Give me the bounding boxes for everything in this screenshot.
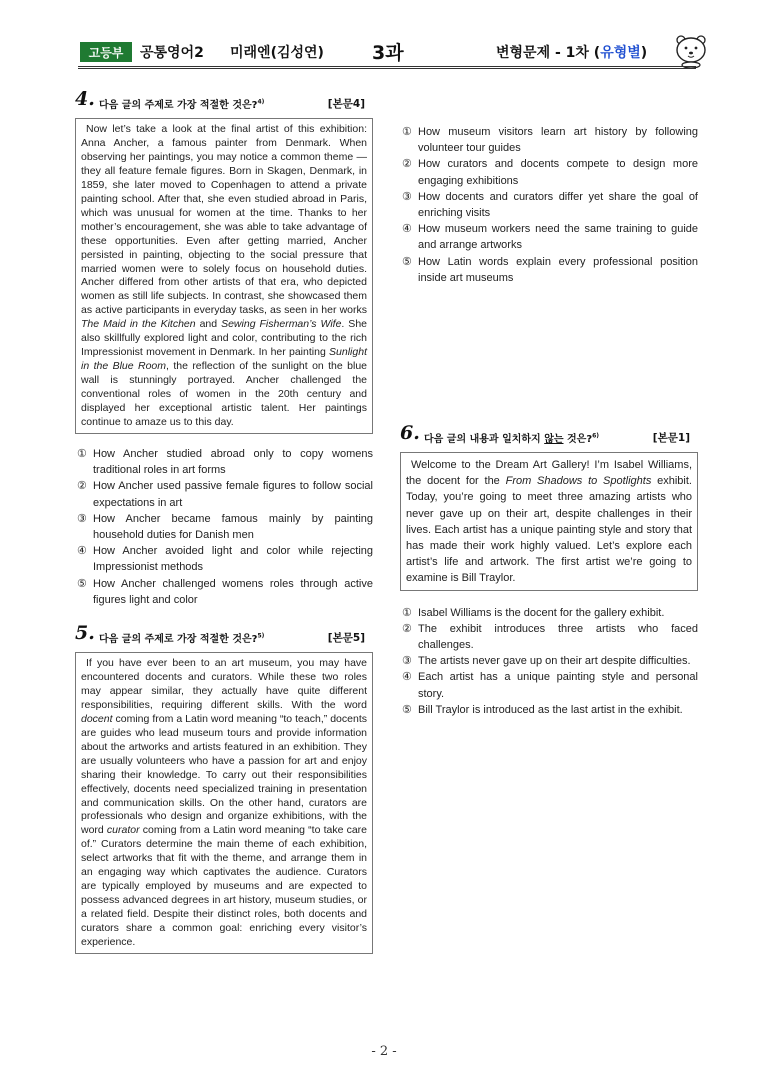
option-mark: ② — [402, 622, 412, 635]
textbook-label: 미래엔(김성연) — [230, 45, 324, 61]
footnote-ref: 5) — [257, 632, 265, 640]
passage-span: Welcome to the Dream Art Gallery! I’m Isabel Williams, the docent for the — [406, 459, 692, 488]
option-mark: ⑤ — [77, 577, 87, 590]
passage-box — [75, 118, 373, 434]
answer-option[interactable] — [400, 221, 698, 253]
question-5-header — [75, 622, 373, 652]
question-number: 4. — [75, 88, 95, 110]
passage-span: . She also skillfully explored light and color, contributing to the rich Impressionist movement in Denmark. In her painting — [81, 318, 367, 359]
option-text: Each artist has a unique painting style and personal story. — [418, 671, 698, 700]
left-column — [75, 88, 373, 954]
answer-option[interactable] — [400, 156, 698, 188]
lesson-label: 3과 — [372, 42, 404, 64]
answer-option[interactable] — [75, 576, 373, 608]
option-mark: ⑤ — [402, 255, 412, 268]
answer-option[interactable] — [75, 511, 373, 543]
answer-options — [75, 446, 373, 608]
passage-span: coming from a Latin word meaning “to teach,” docents are guides who lead museum tours and provide information about the artworks and artists featured in an exhibition. They are usually volunteers who have a passion for art and enjoy sharing their knowledge. To carry out their responsibilities effectively, docents need specialized training in presentation and communication skills. On the other hand, curators are professionals who design and organize exhibitions, with the word — [81, 712, 367, 837]
answer-option[interactable] — [400, 254, 698, 286]
source-tag: [본문4] — [327, 98, 365, 110]
answer-option[interactable] — [75, 478, 373, 510]
option-mark: ② — [77, 480, 87, 493]
artwork-title: Sewing Fisherman’s Wife — [221, 318, 342, 331]
question-prompt — [99, 96, 264, 111]
option-text: How Ancher used passive female figures to follow social expectations in art — [93, 480, 373, 509]
passage-text — [406, 457, 692, 587]
artwork-title: The Maid in the Kitchen — [81, 318, 196, 331]
option-text: The artists never gave up on their art despite difficulties. — [418, 655, 691, 668]
answer-option[interactable] — [400, 653, 698, 669]
level-badge: 고등부 — [80, 42, 132, 62]
option-mark: ① — [402, 606, 412, 619]
answer-option[interactable] — [400, 621, 698, 653]
passage-span: If you have ever been to an art museum, you may have encountered docents and curators. While these two roles may appear similar, they actually have quite different responsibilities, requiring different skills. With the word — [81, 657, 367, 711]
option-mark: ③ — [77, 512, 87, 525]
option-text: How Latin words explain every professional position inside art museums — [418, 255, 698, 284]
option-text: How Ancher became famous mainly by painting household duties for Danish men — [93, 512, 373, 541]
emphasized-word: docent — [81, 712, 113, 725]
option-mark: ③ — [402, 190, 412, 203]
question-prompt-text: 다음 글의 주제로 가장 적절한 것은? — [99, 100, 258, 111]
option-mark: ④ — [402, 223, 412, 236]
option-text: How Ancher challenged womens roles through active figures light and color — [93, 577, 373, 606]
option-mark: ⑤ — [402, 703, 412, 716]
passage-text — [81, 123, 367, 430]
passage-span: and — [195, 318, 222, 331]
option-text: Isabel Williams is the docent for the gallery exhibit. — [418, 606, 665, 619]
option-text: How Ancher avoided light and color while rejecting Impressionist methods — [93, 545, 373, 574]
passage-span: coming from a Latin word meaning “to take care of.” Curators determine the main theme of each exhibition, select artworks that fit with the theme, and arrange them in an engaging way which captivates the audience. Curators are typically employed by museums and are expected to possess advanced degrees in art history, museum studies, or a related field. Despite their distinct roles, both docents and curators share a common goal: enriching every visitor’s experience. — [81, 824, 367, 949]
question-prompt-emphasis: 않는 — [544, 434, 564, 446]
option-mark: ② — [402, 158, 412, 171]
source-tag: [본문5] — [327, 632, 365, 644]
footnote-ref: 6) — [592, 432, 600, 440]
set-title-close: ) — [640, 45, 648, 61]
option-text: How Ancher studied abroad only to copy womens traditional roles in art forms — [93, 447, 373, 477]
question-4-header — [75, 88, 373, 118]
question-prompt — [99, 630, 264, 645]
answer-option[interactable] — [400, 669, 698, 701]
option-mark: ③ — [402, 655, 412, 668]
page-number: - 2 - — [371, 1044, 397, 1059]
answer-options — [400, 124, 698, 286]
passage-box — [75, 652, 373, 954]
passage-span: , the reflection of the sunlight on the blue wall is stunningly portrayed. Ancher challenged the conventional roles of women in the 20th century and displayed her exceptional artistic talent. Her paintings continue to amaze us to this day. — [81, 360, 367, 429]
question-prompt-text: 다음 글의 주제로 가장 적절한 것은? — [99, 634, 258, 645]
set-title-text: 변형문제 - 1차 ( — [496, 45, 601, 61]
option-mark: ① — [77, 447, 87, 460]
answer-option[interactable] — [400, 605, 698, 621]
question-number: 6. — [400, 422, 420, 445]
right-column — [400, 92, 698, 718]
option-mark: ④ — [77, 545, 87, 558]
set-title — [496, 42, 647, 62]
option-text: The exhibit introduces three artists who faced challenges. — [418, 622, 698, 652]
option-text: How museum visitors learn art history by following volunteer tour guides — [418, 126, 698, 155]
answer-option[interactable] — [75, 543, 373, 575]
option-mark: ① — [402, 126, 412, 138]
option-text: How curators and docents compete to design more engaging exhibitions — [418, 158, 698, 187]
question-number: 5. — [75, 622, 95, 644]
set-type: 유형별 — [600, 45, 641, 61]
option-text: Bill Traylor is introduced as the last artist in the exhibit. — [418, 703, 683, 716]
passage-span: Now let’s take a look at the final artist of this exhibition: Anna Ancher, a famous painter from Denmark. When observing her paintings, you may notice a common theme — they all feature female figures. Born in Skagen, Denmark, in 1859, she later moved to Copenhagen to attend a private painting school. After that, she even studied abroad in Paris, which was unusual for women at the time. Thanks to her mother’s encouragement, she was able to take advantage of these opportunities. Even after getting married, Ancher persisted in painting, objecting to the social pressure that married women were to solely focus on household duties. Ancher differed from other artists of that era, who depicted women as still life subjects. In contrast, she showcased them as active participants in everyday tasks, as seen in her works — [81, 123, 367, 317]
passage-text — [81, 657, 367, 950]
bear-mascot-icon — [672, 32, 710, 68]
header-divider — [78, 66, 696, 69]
subject-label: 공통영어2 — [140, 45, 204, 61]
passage-span: exhibit. Today, you’re going to meet three amazing artists who never gave up on their art, despite challenges in their lives. Each artist has a unique painting style and story that has made their work highly valued. Let’s explore each artist’s life and artwork. The first artist we’re going to examine is Bill Traylor. — [406, 475, 692, 585]
footnote-ref: 4) — [257, 98, 265, 106]
answer-option[interactable] — [75, 446, 373, 478]
option-text: How museum workers need the same training to guide and arrange artworks — [418, 223, 698, 252]
question-prompt-text: 다음 글의 내용과 일치하지 — [424, 434, 545, 446]
question-6-header — [400, 422, 698, 452]
answer-option[interactable] — [400, 702, 698, 718]
answer-option[interactable] — [400, 189, 698, 221]
passage-box — [400, 452, 698, 591]
answer-option[interactable] — [400, 124, 698, 156]
exhibit-title: From Shadows to Spotlights — [505, 475, 652, 488]
option-mark: ④ — [402, 671, 412, 684]
question-prompt — [424, 430, 599, 445]
question-prompt-text: 것은? — [563, 434, 593, 446]
source-tag: [본문1] — [652, 432, 690, 445]
artwork-title: Sunlight in the Blue Room — [81, 346, 367, 373]
answer-options — [400, 605, 698, 718]
emphasized-word: curator — [106, 824, 140, 837]
option-text: How docents and curators differ yet share the goal of enriching visits — [418, 190, 698, 220]
